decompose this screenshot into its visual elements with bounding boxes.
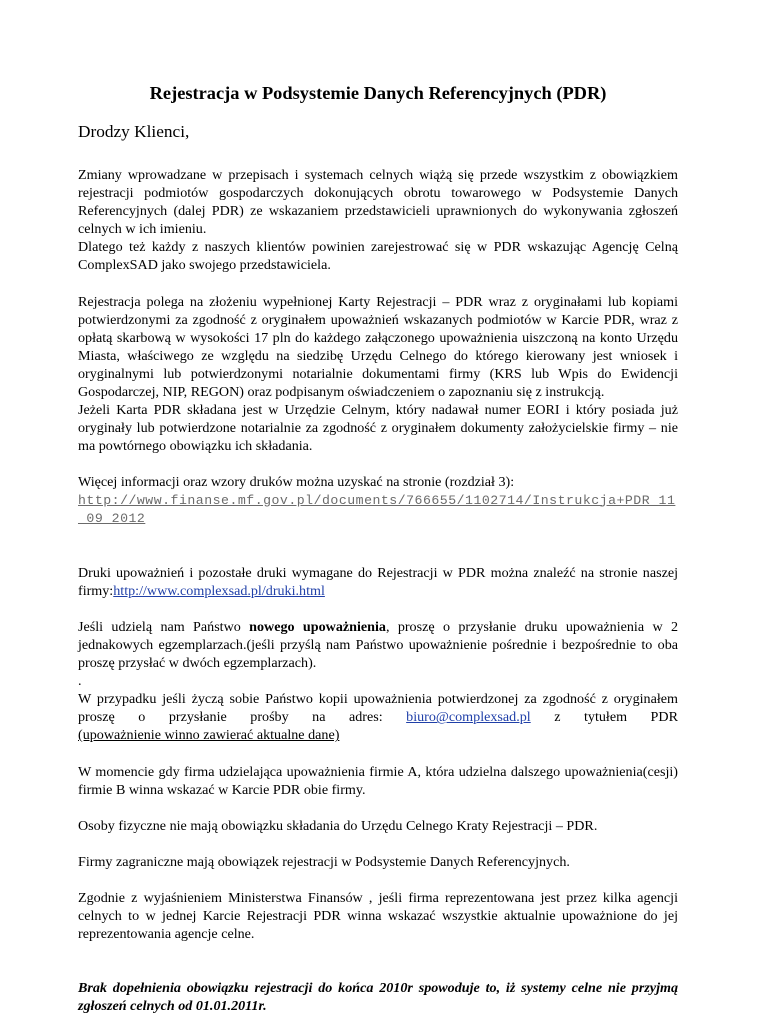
paragraph-new-authorization: [78, 618, 678, 672]
forms-page-link[interactable]: http://www.complexsad.pl/druki.html: [113, 582, 325, 599]
copy-note-text: (upoważnienie winno zawierać aktualne dane): [78, 727, 340, 744]
paragraph-changes: [78, 166, 678, 275]
paragraph-registration-text: Rejestracja polega na złożeniu wypełnionej Karty Rejestracji – PDR wraz z oryginałami lub kopiami potwierdzonymi za zgodność z oryginałem upoważnień wskazanych podmiotów w Karcie PDR, wraz z opłatą skarbową w wysokości 17 pln do każdego załączonego upoważnienia uiszczoną na konto Urzędu Miasta, właściwego ze względu na siedzibę Urzędu Celnego do którego kierowany jest wniosek i oryginalnymi lub potwierdzonymi notarialnie dokumentami firmy (KRS lub Wpis do Ewidencji Gospodarczej, NIP, REGON) oraz podpisanym oświadczeniem o zapoznaniu się z instrukcją.: [78, 293, 678, 401]
new-auth-text-end: , proszę o przysłanie druku upoważnienia w 2 jednakowych egzemplarzach.(jeśli przyślą nam Państwo upoważnienie pośrednie i bezpośrednie to oba proszę przysłać w dwóch egzemplarzach).: [78, 618, 679, 672]
copy-request-subject: z tytułem PDR: [530, 709, 678, 726]
paragraph-registration-followup: Jeżeli Karta PDR składana jest w Urzędzie Celnym, który nadawał numer EORI i który posiada już oryginały lub potwierdzone notarialnie za zgodność z oryginałem dokumenty założycielskie firmy – nie ma powtórnego obowiązku ich składania.: [78, 402, 678, 455]
page-title: Rejestracja w Podsystemie Danych Referencyjnych (PDR): [149, 83, 607, 103]
paragraph-forms: [78, 564, 678, 600]
paragraph-changes-text: Zmiany wprowadzane w przepisach i systemach celnych wiążą się przede wszystkim z obowiązkiem rejestracji podmiotów gospodarczych dokonujących obrotu towarowego w Podsystemie Danych Referencyjnych (dalej PDR) ze wskazaniem przedstawicieli uprawnionych do wykonywania zgłoszeń celnych w ich imieniu.: [78, 167, 678, 238]
forms-text: Druki upoważnień i pozostałe druki wymagane do Rejestracji w PDR można znaleźć na stronie naszej firmy:: [78, 564, 678, 599]
document-body: [78, 82, 678, 1015]
mf-instruction-link[interactable]: http://www.finanse.mf.gov.pl/documents/766655/1102714/Instrukcja+PDR_11_09_2012: [78, 492, 676, 526]
greeting: Drodzy Klienci,: [78, 122, 190, 141]
paragraph-registration: [78, 293, 678, 456]
dot-line: .: [78, 673, 82, 690]
copy-request-note: [78, 726, 678, 744]
paragraph-cession: W momencie gdy firma udzielająca upoważnienia firmie A, która udzielna dalszego upoważnienia(cesji) firmie B winna wskazać w Karcie PDR obie firmy.: [78, 763, 678, 798]
paragraph-foreign-companies: Firmy zagraniczne mają obowiązek rejestracji w Podsystemie Danych Referencyjnych.: [78, 853, 570, 870]
new-auth-text-start: Jeśli udzielą nam Państwo: [78, 618, 250, 635]
paragraph-ministry: Zgodnie z wyjaśnieniem Ministerstwa Finansów , jeśli firma reprezentowana jest przez kilka agencji celnych to w jednej Karcie Rejestracji PDR winna wskazać wszystkie aktualnie upoważnione do jej reprezentowania agencje celne.: [78, 889, 678, 943]
final-warning: Brak dopełnienia obowiązku rejestracji do końca 2010r spowoduje to, iż systemy celne nie przyjmą zgłoszeń celnych od 01.01.2011r.: [78, 980, 678, 1015]
copy-request-text: W przypadku jeśli życzą sobie Państwo kopii upoważnienia potwierdzonej za zgodność z oryginałem proszę o przysłanie prośby na adres:: [78, 691, 678, 726]
paragraph-more-info: [78, 473, 678, 527]
new-auth-bold: nowego upoważnienia: [249, 618, 386, 635]
paragraph-copy-request: [78, 690, 678, 726]
email-link[interactable]: biuro@complexsad.pl: [406, 709, 531, 726]
more-info-text: Więcej informacji oraz wzory druków można uzyskać na stronie (rozdział 3):: [78, 474, 515, 491]
paragraph-individuals: Osoby fizyczne nie mają obowiązku składania do Urzędu Celnego Kraty Rejestracji – PDR.: [78, 817, 598, 834]
paragraph-changes-followup: Dlatego też każdy z naszych klientów powinien zarejestrować się w PDR wskazując Agencję Celną ComplexSAD jako swojego przedstawiciela.: [78, 239, 678, 274]
